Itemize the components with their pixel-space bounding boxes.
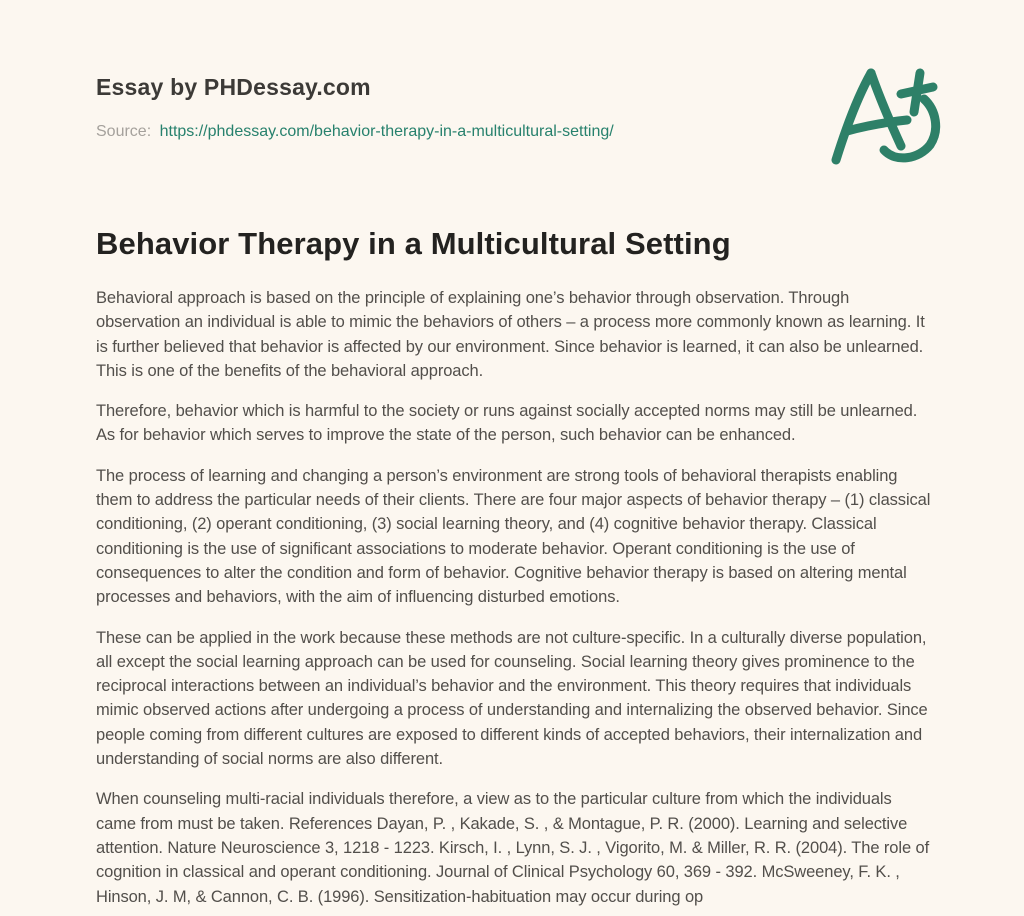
source-url-link[interactable]: https://phdessay.com/behavior-therapy-in-a-multicultural-setting/ <box>159 123 614 140</box>
essay-paragraph: When counseling multi-racial individuals therefore, a view as to the particular culture from which the individuals came from must be taken. References Dayan, P. , Kakade, S. , & Montague, P. R. (2000). Learning and selective attention. Nature Neuroscience 3, 1218 - 1223. Kirsch, I. , Lynn, S. J. , Vigorito, M. & Miller, R. R. (2004). The role of cognition in classical and operant conditioning. Journal of Clinical Psychology 60, 369 - 392. McSweeney, F. K. , Hinson, J. M, & Cannon, C. B. (1996). Sensitization-habituation may occur during op <box>96 790 930 906</box>
source-line <box>96 122 936 142</box>
site-title: Essay by PHDessay.com <box>96 74 371 100</box>
essay-paragraph: These can be applied in the work because these methods are not culture-specific. In a culturally diverse population, all except the social learning approach can be used for counseling. Social learning theory gives prominence to the reciprocal interactions between an individual’s behavior and the environment. This theory requires that individuals mimic observed actions after undergoing a process of understanding and internalizing the observed behavior. Since people coming from different cultures are exposed to different kinds of accepted behaviors, their internalization and understanding of social norms are also different. <box>96 628 928 769</box>
essay-paragraph: The process of learning and changing a person’s environment are strong tools of behavioral therapists enabling them to address the particular needs of their clients. There are four major aspects of behavior therapy – (1) classical conditioning, (2) operant conditioning, (3) social learning theory, and (4) cognitive behavior therapy. Classical conditioning is the use of significant associations to moderate behavior. Operant conditioning is the use of consequences to alter the condition and form of behavior. Cognitive behavior therapy is based on altering mental processes and behaviors, with the aim of influencing disturbed emotions. <box>96 466 931 607</box>
source-label: Source: <box>96 123 152 140</box>
essay-body <box>96 286 934 909</box>
a-plus-logo-icon <box>820 56 942 172</box>
essay-paragraph: Behavioral approach is based on the principle of explaining one’s behavior through observation. Through observation an individual is able to mimic the behaviors of others – a process more commonly known as learning. It is further believed that behavior is affected by our environment. Since behavior is learned, it can also be unlearned. This is one of the benefits of the behavioral approach. <box>96 289 925 380</box>
essay-title: Behavior Therapy in a Multicultural Setting <box>96 226 731 261</box>
page-header <box>96 74 936 142</box>
essay-paragraph: Therefore, behavior which is harmful to the society or runs against socially accepted norms may still be unlearned. As for behavior which serves to improve the state of the person, such behavior can be enhanced. <box>96 402 918 445</box>
